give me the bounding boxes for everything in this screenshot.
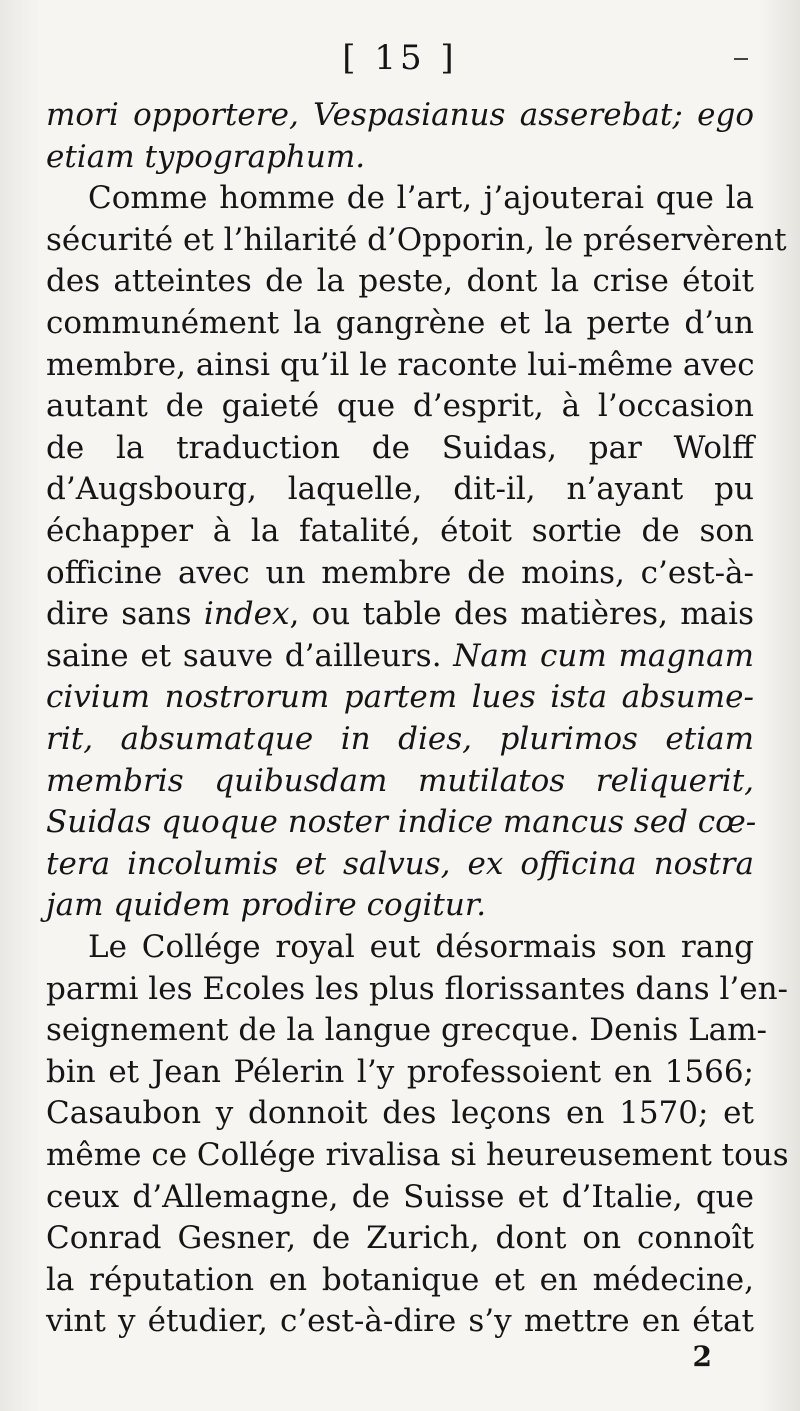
roman-segment: saine et sauve d’ailleurs.: [46, 637, 454, 674]
text-line: même ce Collége rivalisa si heureusement tous: [46, 1137, 789, 1173]
page-number: [ 15 ]: [342, 38, 458, 78]
text-line: membre, ainsi qu’il le raconte lui-même avec: [46, 346, 755, 383]
text-line: échapper à la fatalité, étoit sortie de son: [46, 513, 754, 549]
text-line: des atteintes de la peste, dont la crise étoit: [46, 263, 754, 300]
text-line: Le Collége royal eut désormais son rang: [88, 929, 754, 965]
text-line: Suidas quoque noster indice mancus sed cœ-: [46, 804, 757, 841]
text-line: bin et Jean Pélerin l’y professoient en 1566;: [46, 1053, 754, 1090]
text-line: seignement de la langue grecque. Denis Lam-: [46, 1012, 768, 1049]
text-line: officine avec un membre de moins, c’est-à-: [46, 554, 754, 591]
text-line: communément la gangrène et la perte d’un: [46, 305, 754, 341]
roman-segment: , ou table des matières, mais: [289, 596, 754, 633]
text-line: Casaubon y donnoit des leçons en 1570; et: [46, 1095, 754, 1132]
text-line: etiam typographum.: [46, 138, 366, 175]
text-line: sécurité et l’hilarité d’Opporin, le préservèrent: [46, 221, 787, 258]
signature-mark: 2: [692, 1340, 712, 1373]
text-line: Conrad Gesner, de Zurich, dont on connoît: [46, 1220, 754, 1257]
text-line: civium nostrorum partem lues ista absume-: [46, 679, 754, 716]
roman-segment: dire sans: [46, 596, 204, 633]
italic-segment: index: [203, 596, 290, 633]
text-line: [46, 593, 754, 635]
margin-mark: [734, 58, 748, 60]
text-line: autant de gaieté que d’esprit, à l’occasion: [46, 388, 754, 425]
italic-segment: Nam cum magnam: [453, 637, 755, 674]
text-line: vint y étudier, c’est-à-dire s’y mettre en état: [46, 1303, 754, 1340]
text-line: mori opportere, Vespasianus asserebat; ego: [46, 97, 754, 133]
text-line: d’Augsbourg, laquelle, dit-il, n’ayant pu: [46, 471, 754, 508]
text-line: de la traduction de Suidas, par Wolff: [46, 429, 754, 466]
text-line: rit, absumatque in dies, plurimos etiam: [46, 721, 754, 757]
text-line: [46, 635, 754, 677]
text-line: la réputation en botanique et en médecine,: [46, 1261, 754, 1298]
text-line: tera incolumis et salvus, ex officina nostra: [46, 845, 754, 882]
text-line: ceux d’Allemagne, de Suisse et d’Italie, que: [46, 1178, 754, 1215]
text-line: jam quidem prodire cogitur.: [46, 887, 487, 924]
text-line: membris quibusdam mutilatos reliquerit,: [46, 762, 754, 799]
text-line: Comme homme de l’art, j’ajouterai que la: [88, 180, 754, 217]
text-line: parmi les Ecoles les plus florissantes dans l’en-: [46, 970, 789, 1007]
